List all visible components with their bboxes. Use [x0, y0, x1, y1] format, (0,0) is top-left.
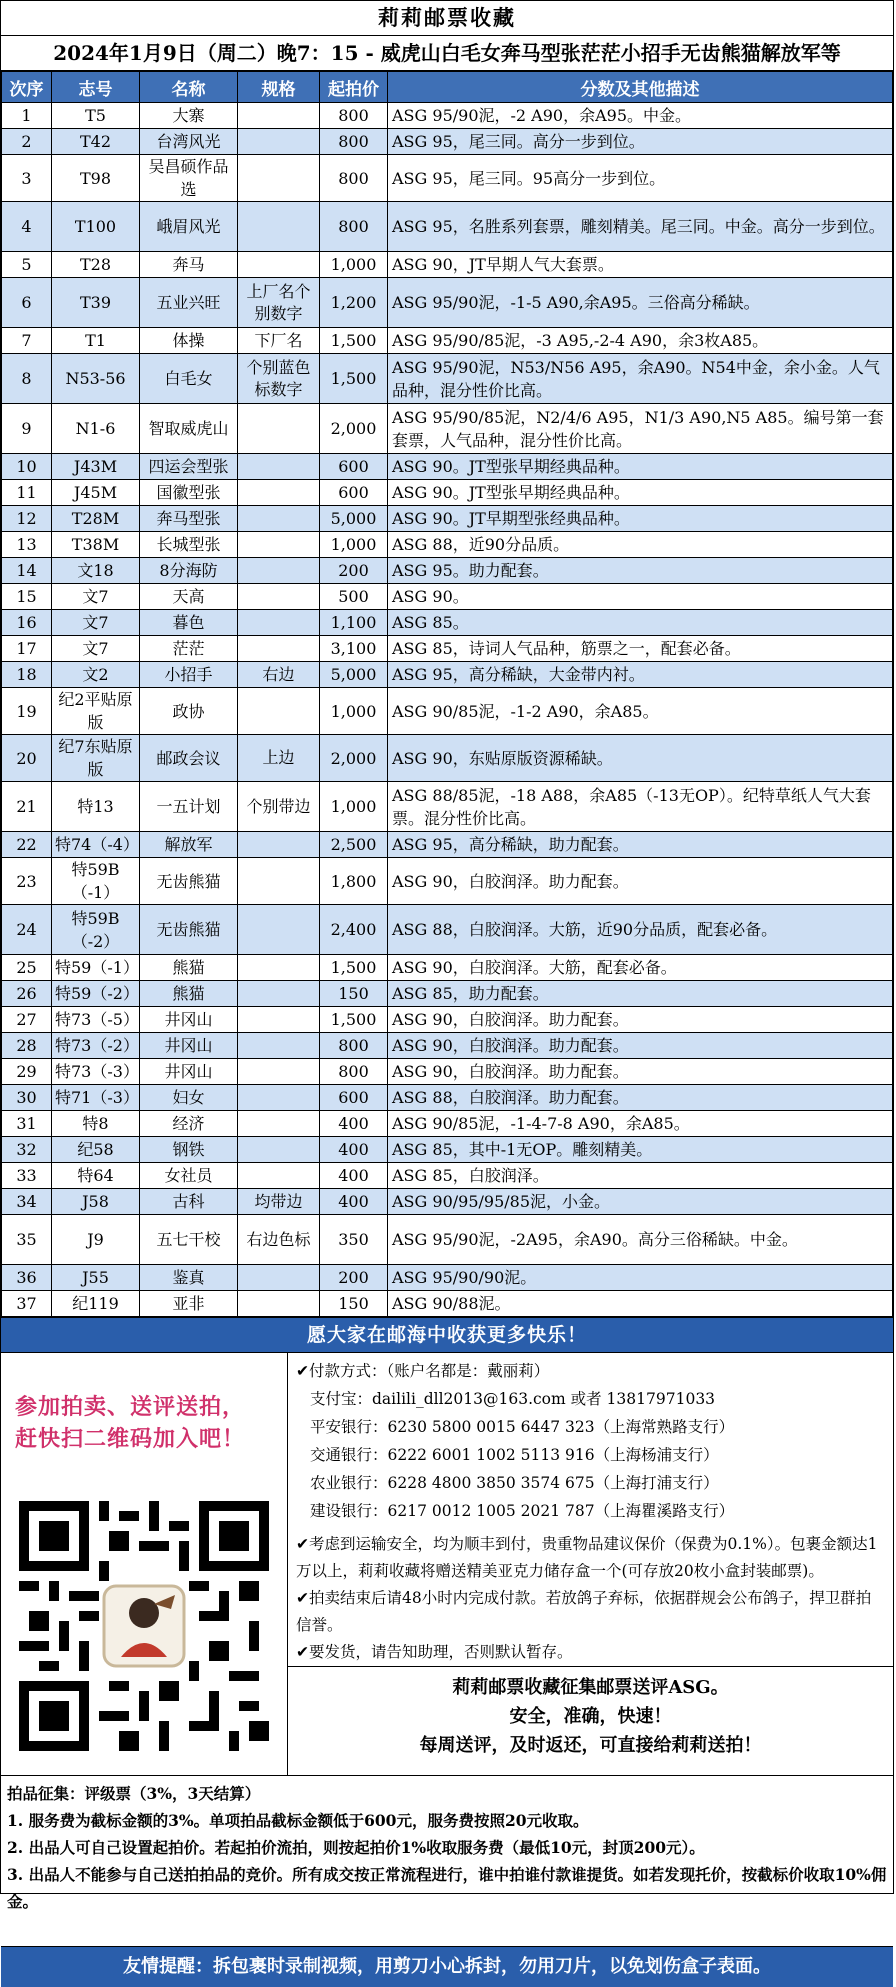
cell-order: 14: [2, 558, 52, 584]
cell-description: ASG 95/90泥，-2 A90，余A95。中金。: [388, 103, 893, 129]
payment-panel: [288, 1353, 893, 1775]
table-row: [2, 1059, 893, 1085]
cell-description: ASG 88，白胶润泽。助力配套。: [388, 1085, 893, 1111]
cell-order: 3: [2, 155, 52, 202]
slogan-line-2: 安全，准确，快速！: [509, 1706, 672, 1727]
cell-order: 24: [2, 905, 52, 955]
table-row: [2, 782, 893, 832]
cell-stamp-name: 奔马: [140, 252, 238, 278]
cell-start-price: 1,100: [320, 610, 388, 636]
terms-heading: 拍品征集：评级票（3%，3天结算）: [7, 1784, 261, 1803]
cell-stamp-code: 特64: [52, 1163, 140, 1189]
cell-spec: [238, 905, 320, 955]
cell-stamp-code: T28: [52, 252, 140, 278]
cell-start-price: 800: [320, 1033, 388, 1059]
cell-stamp-code: J55: [52, 1265, 140, 1291]
cell-description: ASG 85，诗词人气品种，筋票之一，配套必备。: [388, 636, 893, 662]
cell-start-price: 1,500: [320, 1007, 388, 1033]
page-subtitle: 2024年1月9日（周二）晚7：15 - 威虎山白毛女奔马型张茫茫小招手无齿熊猫解放军等: [1, 36, 893, 71]
cell-start-price: 600: [320, 454, 388, 480]
cell-spec: [238, 1291, 320, 1317]
cell-stamp-code: 特73（-3）: [52, 1059, 140, 1085]
table-row: [2, 155, 893, 202]
cell-start-price: 2,500: [320, 832, 388, 858]
cell-start-price: 500: [320, 584, 388, 610]
col-header-code: 志号: [52, 72, 140, 103]
cell-stamp-code: 特74（-4）: [52, 832, 140, 858]
cell-order: 9: [2, 404, 52, 454]
cell-spec: [238, 558, 320, 584]
cell-stamp-name: 暮色: [140, 610, 238, 636]
cell-stamp-code: T100: [52, 202, 140, 252]
bank-line-pingan: 平安银行：6230 5800 0015 6447 323（上海常熟路支行）: [310, 1418, 735, 1436]
cell-start-price: 1,800: [320, 858, 388, 905]
col-header-description: 分数及其他描述: [388, 72, 893, 103]
cell-stamp-name: 无齿熊猫: [140, 905, 238, 955]
table-row: [2, 610, 893, 636]
cell-stamp-code: T42: [52, 129, 140, 155]
cell-stamp-name: 解放军: [140, 832, 238, 858]
cell-stamp-code: 纪119: [52, 1291, 140, 1317]
consignment-terms: [1, 1776, 893, 1946]
cell-spec: [238, 981, 320, 1007]
bank-line-ccb: 建设银行：6217 0012 1005 2021 787（上海瞿溪路支行）: [310, 1502, 735, 1520]
cell-spec: [238, 1137, 320, 1163]
cell-start-price: 800: [320, 1059, 388, 1085]
cell-spec: [238, 1059, 320, 1085]
cell-description: ASG 88，近90分品质。: [388, 532, 893, 558]
slogan-line-3: 每周送评，及时返还，可直接给莉莉送拍！: [419, 1735, 762, 1756]
cell-stamp-name: 体操: [140, 328, 238, 354]
cell-description: ASG 90/85泥，-1-4-7-8 A90，余A85。: [388, 1111, 893, 1137]
cell-stamp-code: 特71（-3）: [52, 1085, 140, 1111]
col-header-spec: 规格: [238, 72, 320, 103]
cell-description: ASG 90/88泥。: [388, 1291, 893, 1317]
cell-start-price: 150: [320, 1291, 388, 1317]
cell-stamp-name: 一五计划: [140, 782, 238, 832]
table-row: [2, 252, 893, 278]
asg-slogan: [288, 1666, 893, 1775]
cell-spec: [238, 636, 320, 662]
cell-description: ASG 95，尾三同。高分一步到位。: [388, 129, 893, 155]
payment-title: ✔付款方式：（账户名都是：戴丽莉）: [296, 1362, 550, 1380]
cell-description: ASG 95，名胜系列套票，雕刻精美。尾三同。中金。高分一步到位。: [388, 202, 893, 252]
cell-description: ASG 90，JT早期人气大套票。: [388, 252, 893, 278]
table-header-row: [2, 72, 893, 103]
cell-stamp-code: 特59（-1）: [52, 955, 140, 981]
cell-order: 27: [2, 1007, 52, 1033]
cell-description: ASG 90，白胶润泽。助力配套。: [388, 1007, 893, 1033]
cell-spec: 个别蓝色标数字: [238, 354, 320, 404]
cell-description: ASG 95/90泥，-1-5 A90,余A95。三俗高分稀缺。: [388, 278, 893, 328]
cell-stamp-name: 智取威虎山: [140, 404, 238, 454]
table-row: [2, 858, 893, 905]
cell-start-price: 1,500: [320, 354, 388, 404]
cell-description: ASG 85，其中-1无OP。雕刻精美。: [388, 1137, 893, 1163]
cell-order: 34: [2, 1189, 52, 1215]
cell-spec: 上边: [238, 735, 320, 782]
cell-order: 12: [2, 506, 52, 532]
cell-stamp-code: 文18: [52, 558, 140, 584]
note-payment-deadline: ✔拍卖结束后请48小时内完成付款。若放鸽子弃标，依据群规会公布鸽子，捍卫群拍信誉。: [296, 1589, 872, 1634]
cell-start-price: 1,000: [320, 252, 388, 278]
cell-stamp-name: 大寨: [140, 103, 238, 129]
terms-item-3: 3. 出品人不能参与自己送拍拍品的竞价。所有成交按正常流程进行，谁中拍谁付款谁提货。如若发现托价，按截标价收取10%佣金。: [7, 1865, 887, 1911]
cell-stamp-name: 经济: [140, 1111, 238, 1137]
cell-order: 13: [2, 532, 52, 558]
promo-text: [15, 1391, 245, 1455]
cell-stamp-code: T98: [52, 155, 140, 202]
cell-start-price: 2,400: [320, 905, 388, 955]
cell-description: ASG 85，助力配套。: [388, 981, 893, 1007]
cell-stamp-name: 古科: [140, 1189, 238, 1215]
cell-stamp-name: 四运会型张: [140, 454, 238, 480]
table-row: [2, 1265, 893, 1291]
cell-description: ASG 90/85泥，-1-2 A90，余A85。: [388, 688, 893, 735]
cell-description: ASG 88/85泥，-18 A88，余A85（-13无OP）。纪特草纸人气大套票。混分性价比高。: [388, 782, 893, 832]
table-row: [2, 1007, 893, 1033]
cell-stamp-code: 特59（-2）: [52, 981, 140, 1007]
cell-description: ASG 90。JT早期型张经典品种。: [388, 506, 893, 532]
cell-stamp-code: J43M: [52, 454, 140, 480]
cell-stamp-name: 天高: [140, 584, 238, 610]
cell-start-price: 800: [320, 103, 388, 129]
terms-item-2: 2. 出品人可自己设置起拍价。若起拍价流拍，则按起拍价1%收取服务费（最低10元，封顶200元）。: [7, 1838, 705, 1857]
cell-start-price: 800: [320, 202, 388, 252]
cell-stamp-name: 台湾风光: [140, 129, 238, 155]
table-row: [2, 1033, 893, 1059]
col-header-price: 起拍价: [320, 72, 388, 103]
table-row: [2, 584, 893, 610]
cell-order: 18: [2, 662, 52, 688]
cell-stamp-code: 特73（-5）: [52, 1007, 140, 1033]
table-row: [2, 103, 893, 129]
cell-stamp-name: 井冈山: [140, 1059, 238, 1085]
cell-start-price: 2,000: [320, 735, 388, 782]
cell-description: ASG 95/90泥，-2A95，余A90。高分三俗稀缺。中金。: [388, 1215, 893, 1265]
cell-order: 28: [2, 1033, 52, 1059]
cell-start-price: 2,000: [320, 404, 388, 454]
cell-stamp-code: T1: [52, 328, 140, 354]
cell-description: ASG 95，高分稀缺，大金带内衬。: [388, 662, 893, 688]
cell-description: ASG 90。JT型张早期经典品种。: [388, 454, 893, 480]
cell-stamp-code: 文7: [52, 610, 140, 636]
cell-spec: [238, 129, 320, 155]
cell-order: 17: [2, 636, 52, 662]
cell-stamp-code: 文7: [52, 636, 140, 662]
col-header-order: 次序: [2, 72, 52, 103]
cell-spec: [238, 1085, 320, 1111]
cell-spec: 上厂名个别数字: [238, 278, 320, 328]
cell-description: ASG 95/90/90泥。: [388, 1265, 893, 1291]
cell-start-price: 1,500: [320, 328, 388, 354]
table-row: [2, 905, 893, 955]
cell-stamp-code: N1-6: [52, 404, 140, 454]
promo-line-2: 赶快扫二维码加入吧！: [15, 1426, 246, 1452]
cell-stamp-code: T5: [52, 103, 140, 129]
cell-stamp-name: 井冈山: [140, 1007, 238, 1033]
cell-stamp-code: 特59B（-2）: [52, 905, 140, 955]
cell-stamp-name: 茫茫: [140, 636, 238, 662]
cell-order: 8: [2, 354, 52, 404]
promo-panel: [1, 1353, 288, 1775]
cell-order: 31: [2, 1111, 52, 1137]
cell-description: ASG 90，白胶润泽。助力配套。: [388, 1033, 893, 1059]
cell-description: ASG 95/90泥，N53/N56 A95，余A90。N54中金，余小金。人气品种，混分性价比高。: [388, 354, 893, 404]
cell-stamp-code: 文7: [52, 584, 140, 610]
table-row: [2, 506, 893, 532]
cell-spec: 右边: [238, 662, 320, 688]
cell-stamp-name: 奔马型张: [140, 506, 238, 532]
cell-stamp-name: 8分海防: [140, 558, 238, 584]
cell-start-price: 200: [320, 558, 388, 584]
alipay-line: 支付宝：dailili_dll2013@163.com 或者 13817971033: [310, 1390, 716, 1408]
table-row: [2, 688, 893, 735]
cell-spec: [238, 1033, 320, 1059]
cell-spec: [238, 252, 320, 278]
cell-spec: [238, 155, 320, 202]
bank-line-abc: 农业银行：6228 4800 3850 3574 675（上海打浦支行）: [310, 1474, 719, 1492]
cell-stamp-code: 特59B（-1）: [52, 858, 140, 905]
cell-stamp-name: 井冈山: [140, 1033, 238, 1059]
cell-description: ASG 90，白胶润泽。大筋，配套必备。: [388, 955, 893, 981]
cell-stamp-code: 纪58: [52, 1137, 140, 1163]
page-title: 莉莉邮票收藏: [1, 1, 893, 36]
cell-stamp-name: 吴昌硕作品选: [140, 155, 238, 202]
cell-order: 21: [2, 782, 52, 832]
cell-description: ASG 95/90/85泥，-3 A95,-2-4 A90，余3枚A85。: [388, 328, 893, 354]
cell-stamp-name: 熊猫: [140, 981, 238, 1007]
cell-start-price: 400: [320, 1137, 388, 1163]
cell-spec: [238, 202, 320, 252]
note-delivery: ✔要发货，请告知助理，否则默认暂存。: [296, 1643, 573, 1661]
slogan-line-1: 莉莉邮票收藏征集邮票送评ASG。: [452, 1677, 729, 1698]
cell-start-price: 1,500: [320, 955, 388, 981]
table-row: [2, 129, 893, 155]
bank-line-bocom: 交通银行：6222 6001 1002 5113 916（上海杨浦支行）: [310, 1446, 719, 1464]
cell-order: 4: [2, 202, 52, 252]
table-row: [2, 1189, 893, 1215]
cell-order: 23: [2, 858, 52, 905]
cell-spec: [238, 480, 320, 506]
cell-stamp-name: 小招手: [140, 662, 238, 688]
cell-spec: [238, 1163, 320, 1189]
cell-stamp-name: 钢铁: [140, 1137, 238, 1163]
cell-stamp-name: 长城型张: [140, 532, 238, 558]
cell-stamp-code: N53-56: [52, 354, 140, 404]
cell-spec: [238, 404, 320, 454]
cell-stamp-name: 五业兴旺: [140, 278, 238, 328]
cell-description: ASG 95，尾三同。95高分一步到位。: [388, 155, 893, 202]
cell-start-price: 400: [320, 1163, 388, 1189]
lots-table-body: [2, 103, 893, 1317]
cell-spec: [238, 610, 320, 636]
cell-spec: [238, 1265, 320, 1291]
cell-spec: [238, 688, 320, 735]
cell-order: 36: [2, 1265, 52, 1291]
cell-stamp-code: J58: [52, 1189, 140, 1215]
table-row: [2, 832, 893, 858]
cell-spec: 右边色标: [238, 1215, 320, 1265]
cell-spec: [238, 506, 320, 532]
table-row: [2, 636, 893, 662]
cell-start-price: 800: [320, 155, 388, 202]
lots-table: [1, 71, 893, 1317]
cell-stamp-code: 特73（-2）: [52, 1033, 140, 1059]
table-row: [2, 1291, 893, 1317]
table-row: [2, 404, 893, 454]
table-row: [2, 532, 893, 558]
cell-description: ASG 90，白胶润泽。助力配套。: [388, 1059, 893, 1085]
cell-spec: 下厂名: [238, 328, 320, 354]
cell-start-price: 5,000: [320, 662, 388, 688]
cell-stamp-code: T39: [52, 278, 140, 328]
cell-order: 25: [2, 955, 52, 981]
cell-stamp-name: 政协: [140, 688, 238, 735]
cell-stamp-name: 无齿熊猫: [140, 858, 238, 905]
shipping-notes: [288, 1525, 893, 1666]
cell-stamp-code: 特13: [52, 782, 140, 832]
cell-stamp-name: 亚非: [140, 1291, 238, 1317]
cell-order: 26: [2, 981, 52, 1007]
cell-description: ASG 88，白胶润泽。大筋，近90分品质，配套必备。: [388, 905, 893, 955]
cell-stamp-code: 纪2平贴原版: [52, 688, 140, 735]
cell-stamp-name: 熊猫: [140, 955, 238, 981]
cell-stamp-name: 妇女: [140, 1085, 238, 1111]
cell-order: 7: [2, 328, 52, 354]
cell-stamp-name: 五七干校: [140, 1215, 238, 1265]
cell-order: 5: [2, 252, 52, 278]
footer-reminder: 友情提醒：拆包裹时录制视频，用剪刀小心拆封，勿用刀片，以免划伤盒子表面。: [1, 1946, 893, 1987]
cell-order: 30: [2, 1085, 52, 1111]
cell-order: 37: [2, 1291, 52, 1317]
table-row: [2, 354, 893, 404]
cell-order: 35: [2, 1215, 52, 1265]
cell-start-price: 1,000: [320, 532, 388, 558]
cell-spec: [238, 532, 320, 558]
cell-stamp-name: 邮政会议: [140, 735, 238, 782]
cell-spec: 个别带边: [238, 782, 320, 832]
cell-spec: [238, 1111, 320, 1137]
table-row: [2, 558, 893, 584]
cell-start-price: 800: [320, 129, 388, 155]
cell-description: ASG 90/95/95/85泥，小金。: [388, 1189, 893, 1215]
info-section: [1, 1353, 893, 1776]
cell-start-price: 600: [320, 480, 388, 506]
promo-line-1: 参加拍卖、送评送拍，: [15, 1394, 246, 1420]
cell-order: 29: [2, 1059, 52, 1085]
cell-start-price: 3,100: [320, 636, 388, 662]
cell-stamp-code: 纪7东贴原版: [52, 735, 140, 782]
cell-spec: [238, 584, 320, 610]
cell-order: 11: [2, 480, 52, 506]
table-row: [2, 981, 893, 1007]
table-row: [2, 1111, 893, 1137]
cell-order: 19: [2, 688, 52, 735]
cell-stamp-code: J45M: [52, 480, 140, 506]
cell-stamp-code: T28M: [52, 506, 140, 532]
table-row: [2, 202, 893, 252]
cell-spec: [238, 858, 320, 905]
cell-stamp-code: 文2: [52, 662, 140, 688]
cell-order: 2: [2, 129, 52, 155]
table-row: [2, 955, 893, 981]
cell-description: ASG 90，白胶润泽。助力配套。: [388, 858, 893, 905]
cell-order: 10: [2, 454, 52, 480]
cell-spec: [238, 955, 320, 981]
terms-item-1: 1. 服务费为截标金额的3%。单项拍品截标金额低于600元，服务费按照20元收取。: [7, 1811, 589, 1830]
cell-stamp-code: 特8: [52, 1111, 140, 1137]
cell-spec: [238, 1007, 320, 1033]
table-row: [2, 328, 893, 354]
cell-stamp-code: T38M: [52, 532, 140, 558]
col-header-name: 名称: [140, 72, 238, 103]
cell-stamp-name: 女社员: [140, 1163, 238, 1189]
cell-order: 1: [2, 103, 52, 129]
cell-spec: 均带边: [238, 1189, 320, 1215]
cell-description: ASG 90。: [388, 584, 893, 610]
cell-description: ASG 95/90/85泥，N2/4/6 A95，N1/3 A90,N5 A85。编号第一套套票，人气品种，混分性价比高。: [388, 404, 893, 454]
wish-banner: 愿大家在邮海中收获更多快乐！: [1, 1317, 893, 1353]
cell-stamp-name: 白毛女: [140, 354, 238, 404]
cell-description: ASG 95。助力配套。: [388, 558, 893, 584]
cell-start-price: 5,000: [320, 506, 388, 532]
table-row: [2, 1085, 893, 1111]
cell-order: 16: [2, 610, 52, 636]
cell-spec: [238, 832, 320, 858]
cell-order: 33: [2, 1163, 52, 1189]
cell-order: 15: [2, 584, 52, 610]
cell-start-price: 1,200: [320, 278, 388, 328]
cell-stamp-name: 国徽型张: [140, 480, 238, 506]
cell-stamp-name: 峨眉风光: [140, 202, 238, 252]
cell-start-price: 400: [320, 1111, 388, 1137]
payment-info: [288, 1353, 893, 1525]
cell-start-price: 600: [320, 1085, 388, 1111]
cell-start-price: 1,000: [320, 688, 388, 735]
cell-description: ASG 95，高分稀缺，助力配套。: [388, 832, 893, 858]
cell-spec: [238, 103, 320, 129]
cell-stamp-name: 鉴真: [140, 1265, 238, 1291]
table-row: [2, 1215, 893, 1265]
cell-start-price: 150: [320, 981, 388, 1007]
cell-start-price: 350: [320, 1215, 388, 1265]
cell-order: 20: [2, 735, 52, 782]
cell-description: ASG 85，白胶润泽。: [388, 1163, 893, 1189]
cell-description: ASG 85。: [388, 610, 893, 636]
cell-order: 6: [2, 278, 52, 328]
cell-order: 32: [2, 1137, 52, 1163]
cell-start-price: 400: [320, 1189, 388, 1215]
cell-start-price: 200: [320, 1265, 388, 1291]
cell-description: ASG 90。JT型张早期经典品种。: [388, 480, 893, 506]
cell-order: 22: [2, 832, 52, 858]
cell-stamp-code: J9: [52, 1215, 140, 1265]
cell-description: ASG 90，东贴原版资源稀缺。: [388, 735, 893, 782]
note-shipping: ✔考虑到运输安全，均为顺丰到付，贵重物品建议保价（保费为0.1%）。包裹金额达1万以上，莉莉收藏将赠送精美亚克力储存盒一个(可存放20枚小盒封装邮票)。: [296, 1535, 878, 1580]
table-row: [2, 454, 893, 480]
table-row: [2, 662, 893, 688]
table-row: [2, 1137, 893, 1163]
table-row: [2, 278, 893, 328]
table-row: [2, 1163, 893, 1189]
table-row: [2, 735, 893, 782]
cell-spec: [238, 454, 320, 480]
table-row: [2, 480, 893, 506]
qr-code-icon[interactable]: [19, 1501, 269, 1751]
cell-start-price: 1,000: [320, 782, 388, 832]
